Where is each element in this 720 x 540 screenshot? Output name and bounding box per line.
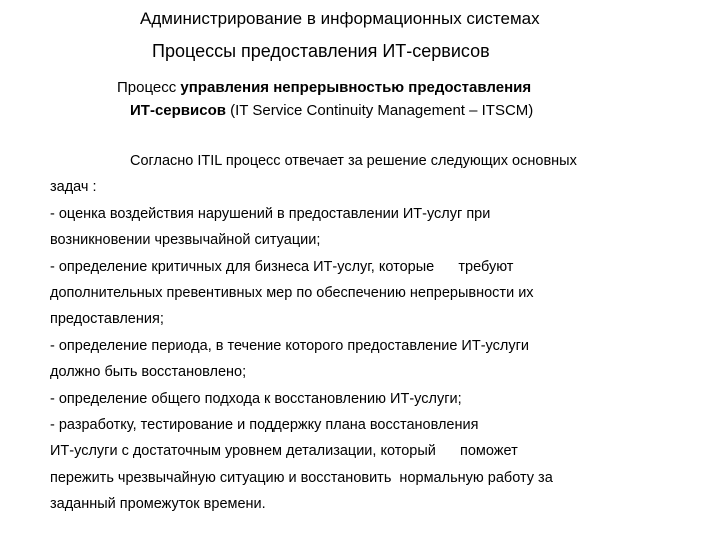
body-line-8: - определение периода, в течение которого предоставление ИТ-услуги (50, 337, 529, 354)
process-title-line-1 (117, 76, 531, 99)
process-title-prefix: Процесс (117, 79, 181, 96)
body-line-1: Согласно ITIL процесс отвечает за решение следующих основных (130, 153, 577, 169)
body-line-13: пережить чрезвычайную ситуацию и восстановить нормальную работу за (50, 469, 553, 486)
body-text (50, 148, 690, 517)
process-title-suffix: (IT Service Continuity Management – ITSCM) (225, 102, 534, 119)
body-line-4: возникновении чрезвычайной ситуации; (50, 232, 321, 249)
body-line-2: задач : (50, 179, 97, 196)
section-title: Процессы предоставления ИТ-сервисов (152, 41, 490, 61)
body-line-11: - разработку, тестирование и поддержку плана восстановления (50, 416, 479, 433)
process-title-bold-1: управления непрерывностью предоставления (180, 79, 532, 96)
process-title-line-2 (130, 99, 533, 122)
body-line-7: предоставления; (50, 311, 164, 328)
process-title-bold-2: ИТ-сервисов (130, 102, 226, 119)
body-line-14: заданный промежуток времени. (50, 496, 266, 513)
body-line-10: - определение общего подхода к восстановлению ИТ-услуги; (50, 390, 462, 407)
body-line-9: должно быть восстановлено; (50, 364, 247, 381)
body-line-3: - оценка воздействия нарушений в предоставлении ИТ-услуг при (50, 205, 491, 222)
body-line-6: дополнительных превентивных мер по обеспечению непрерывности их (50, 284, 534, 301)
body-line-5: - определение критичных для бизнеса ИТ-услуг, которые требуют (50, 258, 514, 275)
course-title: Администрирование в информационных системах (140, 9, 540, 28)
body-line-12: ИТ-услуги с достаточным уровнем детализации, который поможет (50, 443, 518, 460)
